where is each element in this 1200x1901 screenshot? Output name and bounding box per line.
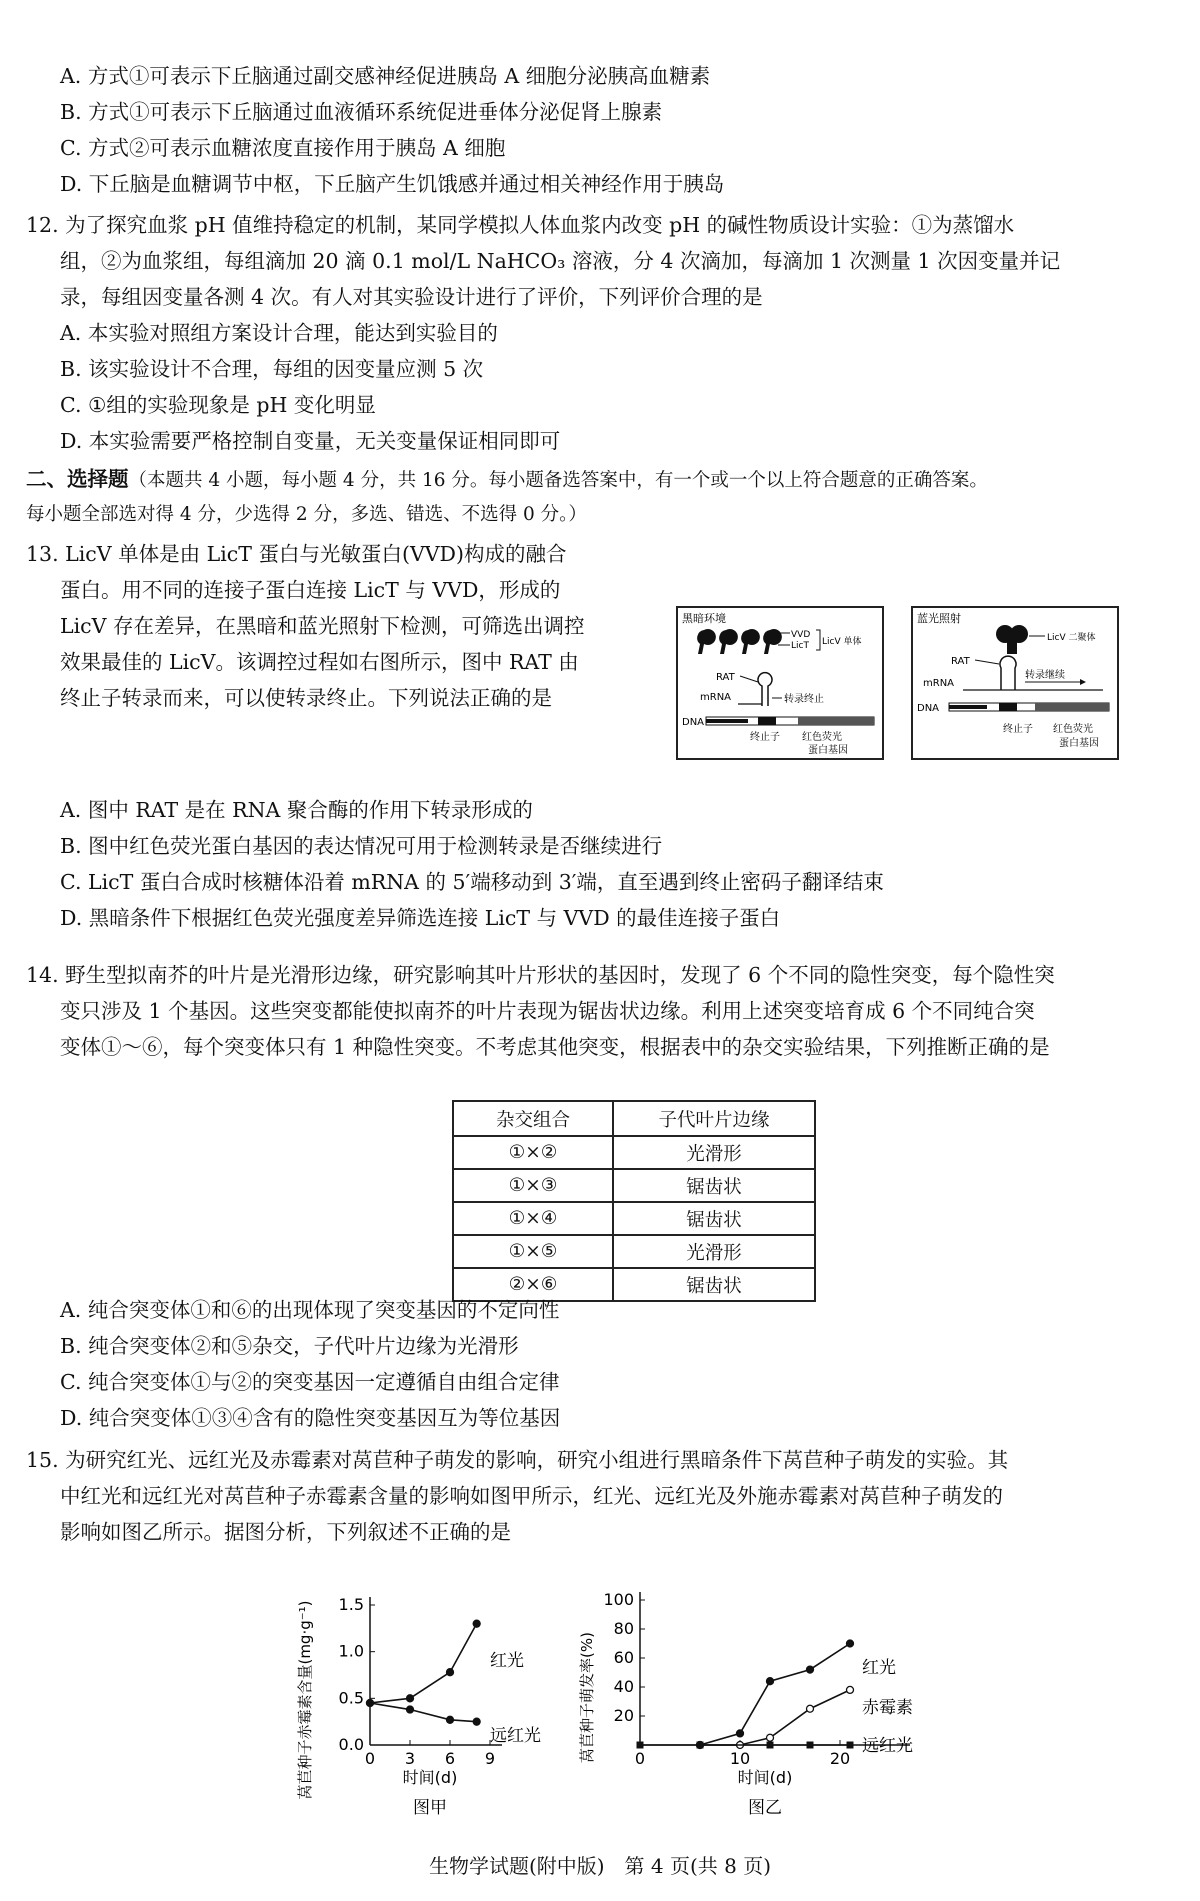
- data-point: [367, 1700, 374, 1707]
- dark-dna-label: DNA: [682, 717, 705, 728]
- q13-stem-line5: 终止子转录而来，可以使转录终止。下列说法正确的是: [60, 686, 552, 710]
- licv-monomer-icons: [697, 629, 782, 654]
- q14-stem-line2: 变只涉及 1 个基因。这些突变都能使拟南芥的叶片表现为锯齿状边缘。利用上述突变培育成 6 个不同纯合突: [60, 999, 1035, 1023]
- data-point: [737, 1730, 744, 1737]
- q12-option-a: A. 本实验对照组方案设计合理，能达到实验目的: [60, 321, 498, 345]
- cell-result: 锯齿状: [613, 1268, 815, 1301]
- y-tick-label: 80: [613, 1619, 634, 1638]
- blue-gene-label-1: 红色荧光: [1053, 724, 1093, 735]
- cell-result: 锯齿状: [613, 1169, 815, 1202]
- blue-dimer-label: LicV 二聚体: [1047, 633, 1096, 643]
- dark-lict-label: LicT: [791, 641, 809, 651]
- section2-desc2: 每小题全部选对得 4 分，少选得 2 分，多选、错选、不选得 0 分。）: [26, 504, 587, 525]
- q15-stem-line3: 影响如图乙所示。据图分析，下列叙述不正确的是: [60, 1520, 511, 1544]
- series-line: [370, 1624, 477, 1703]
- table-row: [453, 1136, 815, 1169]
- q12-stem-line2: 组，②为血浆组，每组滴加 20 滴 0.1 mol/L NaHCO₃ 溶液，分 4 次滴加，每滴加 1 次测量 1 次因变量并记: [60, 249, 1061, 273]
- q14-option-c: C. 纯合突变体①与②的突变基因一定遵循自由组合定律: [60, 1370, 560, 1394]
- series-label: 赤霉素: [862, 1698, 913, 1718]
- series-line: [370, 1703, 477, 1722]
- table-row: [453, 1235, 815, 1268]
- data-point: [407, 1695, 414, 1702]
- q11-option-d: D. 下丘脑是血糖调节中枢，下丘脑产生饥饿感并通过相关神经作用于胰岛: [60, 172, 725, 196]
- data-point: [807, 1705, 814, 1712]
- series-label: 红光: [862, 1658, 896, 1678]
- q14-option-d: D. 纯合突变体①③④含有的隐性突变基因互为等位基因: [60, 1406, 561, 1430]
- series-label: 红光: [490, 1651, 524, 1671]
- y-tick-label: 20: [613, 1706, 634, 1725]
- x-tick-label: 0: [634, 1749, 646, 1768]
- section2-desc1: （本题共 4 小题，每小题 4 分，共 16 分。每小题备选答案中，有一个或一个以上符合题意的正确答案。: [128, 470, 988, 491]
- q13-option-a: A. 图中 RAT 是在 RNA 聚合酶的作用下转录形成的: [60, 798, 533, 822]
- x-axis-label: 时间(d): [402, 1768, 458, 1787]
- q13-option-b: B. 图中红色荧光蛋白基因的表达情况可用于检测转录是否继续进行: [60, 834, 663, 858]
- y-tick-label: 40: [613, 1677, 634, 1696]
- y-axis-label: 莴苣种子赤霉素含量(mg·g⁻¹): [296, 1600, 314, 1800]
- q12-option-b: B. 该实验设计不合理，每组的因变量应测 5 次: [60, 357, 484, 381]
- x-tick-label: 0: [364, 1749, 376, 1768]
- section2-title: 二、选择题: [26, 467, 129, 491]
- q15-stem-line1: 15. 为研究红光、远红光及赤霉素对莴苣种子萌发的影响，研究小组进行黑暗条件下莴苣种子萌发的实验。其: [26, 1448, 1009, 1472]
- q13-stem-line2: 蛋白。用不同的连接子蛋白连接 LicT 与 VVD，形成的: [60, 578, 561, 602]
- q11-option-b: B. 方式①可表示下丘脑通过血液循环系统促进垂体分泌促肾上腺素: [60, 100, 663, 124]
- blue-dna-label: DNA: [917, 703, 940, 714]
- cell-result: 光滑形: [613, 1235, 815, 1268]
- blue-rat-label: RAT: [951, 656, 970, 667]
- dark-mrna-label: mRNA: [700, 692, 732, 703]
- series-label: 远红光: [862, 1736, 913, 1756]
- cell-cross: ①×②: [453, 1136, 613, 1169]
- table-row: [453, 1169, 815, 1202]
- dark-gene-label-2: 蛋白基因: [808, 745, 848, 756]
- blue-terminator-label: 终止子: [1003, 724, 1033, 735]
- q12-option-c: C. ①组的实验现象是 pH 变化明显: [60, 393, 376, 417]
- dark-vvd-label: VVD: [791, 630, 811, 640]
- chart-gibberellin-content: [290, 1555, 590, 1840]
- q12-stem-line1: 12. 为了探究血浆 pH 值维持稳定的机制，某同学模拟人体血浆内改变 pH 的碱性物质设计实验：①为蒸馏水: [26, 213, 1015, 237]
- y-tick-label: 100: [603, 1590, 634, 1609]
- cell-cross: ①×⑤: [453, 1235, 613, 1268]
- x-tick-label: 6: [444, 1749, 456, 1768]
- cell-cross: ①×④: [453, 1202, 613, 1235]
- x-tick-label: 3: [404, 1749, 416, 1768]
- licv-blue-light-diagram: [911, 606, 1119, 760]
- blue-title: 蓝光照射: [917, 612, 961, 625]
- blue-mrna-label: mRNA: [923, 678, 955, 689]
- blue-gene-label-2: 蛋白基因: [1059, 738, 1099, 749]
- dark-terminator-label: 终止子: [750, 732, 780, 743]
- data-point: [767, 1678, 774, 1685]
- cell-result: 光滑形: [613, 1136, 815, 1169]
- data-point: [697, 1742, 704, 1749]
- data-point: [447, 1716, 454, 1723]
- y-tick-label: 60: [613, 1648, 634, 1667]
- data-point: [637, 1742, 644, 1749]
- q14-option-a: A. 纯合突变体①和⑥的出现体现了突变基因的不定向性: [60, 1298, 560, 1322]
- data-point: [847, 1686, 854, 1693]
- dark-title: 黑暗环境: [682, 612, 726, 625]
- y-axis-label: 莴苣种子萌发率(%): [578, 1632, 596, 1763]
- data-point: [407, 1706, 414, 1713]
- q14-stem-line1: 14. 野生型拟南芥的叶片是光滑形边缘，研究影响其叶片形状的基因时，发现了 6 个不同的隐性突变，每个隐性突: [26, 963, 1055, 987]
- table-row: [453, 1202, 815, 1235]
- data-point: [473, 1718, 480, 1725]
- data-point: [807, 1742, 814, 1749]
- dark-gene-label-1: 红色荧光: [802, 732, 842, 743]
- q13-option-c: C. LicT 蛋白合成时核糖体沿着 mRNA 的 5′端移动到 3′端，直至遇到终止密码子翻译结束: [60, 870, 884, 894]
- data-point: [767, 1734, 774, 1741]
- data-point: [473, 1620, 480, 1627]
- x-axis-label: 时间(d): [737, 1768, 793, 1787]
- y-tick-label: 1.5: [338, 1595, 364, 1614]
- data-point: [807, 1666, 814, 1673]
- data-point: [767, 1742, 774, 1749]
- q13-stem-line4: 效果最佳的 LicV。该调控过程如右图所示，图中 RAT 由: [60, 650, 579, 674]
- q11-option-a: A. 方式①可表示下丘脑通过副交感神经促进胰岛 A 细胞分泌胰高血糖素: [60, 64, 711, 88]
- q12-option-d: D. 本实验需要严格控制自变量，无关变量保证相同即可: [60, 429, 561, 453]
- q13-stem-line3: LicV 存在差异，在黑暗和蓝光照射下检测，可筛选出调控: [60, 614, 585, 638]
- dark-stop-label: 转录终止: [784, 694, 824, 705]
- chart-germination-rate: [570, 1555, 960, 1840]
- data-point: [447, 1669, 454, 1676]
- q15-stem-line2: 中红光和远红光对莴苣种子赤霉素含量的影响如图甲所示，红光、远红光及外施赤霉素对莴苣种子萌发的: [60, 1484, 1003, 1508]
- licv-dimer-icon: [996, 625, 1028, 654]
- licv-dark-diagram: [676, 606, 884, 760]
- cell-cross: ①×③: [453, 1169, 613, 1202]
- data-point: [847, 1640, 854, 1647]
- cell-result: 锯齿状: [613, 1202, 815, 1235]
- x-tick-label: 10: [729, 1749, 751, 1768]
- q13-option-d: D. 黑暗条件下根据红色荧光强度差异筛选连接 LicT 与 VVD 的最佳连接子蛋白: [60, 906, 781, 930]
- chart-caption: 图甲: [413, 1798, 447, 1818]
- blue-cont-label: 转录继续: [1025, 670, 1065, 681]
- q14-option-b: B. 纯合突变体②和⑤杂交，子代叶片边缘为光滑形: [60, 1334, 519, 1358]
- q12-stem-line3: 录，每组因变量各测 4 次。有人对其实验设计进行了评价，下列评价合理的是: [60, 285, 763, 309]
- series-line: [700, 1644, 850, 1746]
- header-offspring-margin: 子代叶片边缘: [613, 1101, 815, 1136]
- cell-cross: ②×⑥: [453, 1268, 613, 1301]
- data-point: [847, 1742, 854, 1749]
- x-tick-label: 9: [484, 1749, 496, 1768]
- cross-table-header: [453, 1101, 815, 1136]
- chart-caption: 图乙: [748, 1798, 782, 1818]
- dark-monomer-label: LicV 单体: [822, 637, 862, 647]
- series-line: [700, 1690, 850, 1745]
- q13-stem-line1: 13. LicV 单体是由 LicT 蛋白与光敏蛋白(VVD)构成的融合: [26, 542, 567, 566]
- header-cross-combination: 杂交组合: [453, 1101, 613, 1136]
- page-footer: 生物学试题(附中版) 第 4 页(共 8 页): [428, 1854, 772, 1878]
- y-tick-label: 1.0: [338, 1641, 364, 1661]
- q14-stem-line3: 变体①～⑥，每个突变体只有 1 种隐性突变。不考虑其他突变，根据表中的杂交实验结果，下列推断正确的是: [60, 1035, 1050, 1059]
- y-tick-label: 0.5: [338, 1688, 364, 1708]
- dark-rat-label: RAT: [716, 672, 735, 683]
- y-tick-label: 0.0: [338, 1735, 364, 1754]
- cross-table: [452, 1100, 816, 1302]
- x-tick-label: 20: [829, 1749, 851, 1768]
- q11-option-c: C. 方式②可表示血糖浓度直接作用于胰岛 A 细胞: [60, 136, 506, 160]
- series-label: 远红光: [490, 1726, 541, 1746]
